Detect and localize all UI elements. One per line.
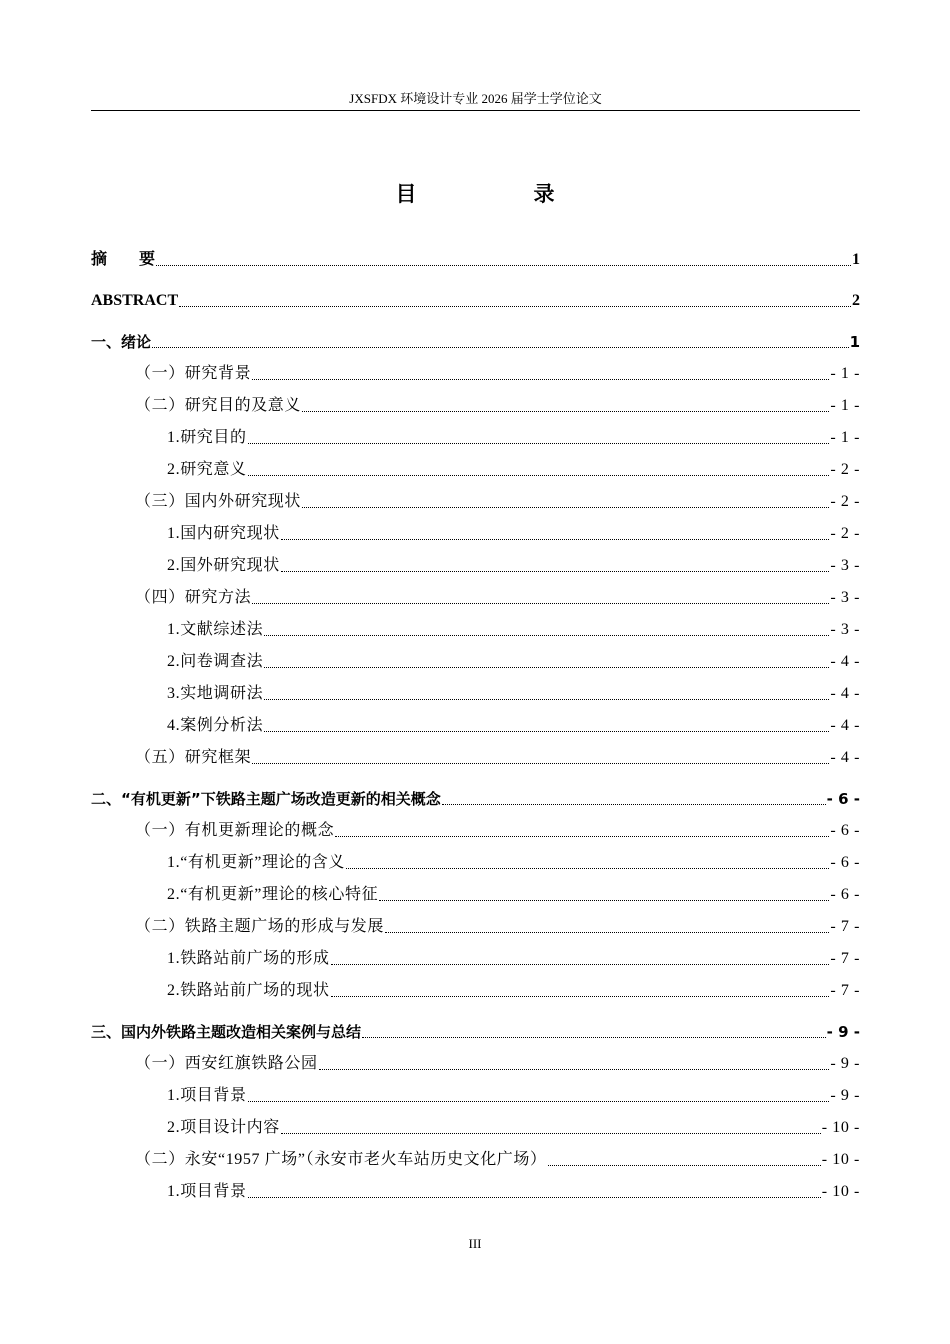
- toc-entry[interactable]: [91, 518, 860, 550]
- toc-entry-label: 2.研究意义: [167, 461, 247, 478]
- toc-entry-label: 2.铁路站前广场的现状: [167, 982, 330, 999]
- toc-entry-page: 1: [852, 251, 860, 268]
- toc-entry-label: （一）研究背景: [135, 365, 252, 382]
- toc-entry-label: 1.项目背景: [167, 1183, 247, 1200]
- toc-leader-dots: [152, 346, 849, 348]
- toc-leader-dots: [281, 570, 830, 572]
- toc-leader-dots: [385, 931, 829, 933]
- toc-entry[interactable]: [91, 911, 860, 943]
- toc-leader-dots: [362, 1036, 826, 1038]
- toc-entry-page: - 3 -: [830, 621, 860, 638]
- toc-entry-page: - 4 -: [830, 749, 860, 766]
- toc-entry[interactable]: [91, 742, 860, 774]
- toc-entry-label: （一）西安红旗铁路公园: [135, 1055, 318, 1072]
- toc-entry-label: 2.国外研究现状: [167, 557, 280, 574]
- toc-leader-dots: [264, 730, 829, 732]
- toc-entry-label: （一）有机更新理论的概念: [135, 822, 335, 839]
- toc-entry[interactable]: [91, 1176, 860, 1208]
- toc-leader-dots: [252, 378, 829, 380]
- table-of-contents: [91, 244, 860, 1208]
- toc-leader-dots: [379, 899, 829, 901]
- toc-entry[interactable]: [91, 1080, 860, 1112]
- toc-entry-page: - 9 -: [826, 1023, 860, 1041]
- toc-entry[interactable]: [91, 550, 860, 582]
- page-number: III: [468, 1236, 482, 1251]
- toc-entry-label: 1.国内研究现状: [167, 525, 280, 542]
- toc-entry[interactable]: [91, 646, 860, 678]
- toc-leader-dots: [281, 1132, 821, 1134]
- toc-leader-dots: [302, 410, 829, 412]
- toc-entry-page: - 6 -: [826, 790, 860, 808]
- toc-leader-dots: [346, 867, 829, 869]
- toc-entry[interactable]: [91, 614, 860, 646]
- toc-entry-page: - 9 -: [830, 1055, 860, 1072]
- toc-leader-dots: [302, 506, 829, 508]
- toc-entry[interactable]: [91, 326, 860, 358]
- toc-leader-dots: [264, 666, 829, 668]
- toc-entry-page: - 10 -: [821, 1151, 860, 1168]
- toc-leader-dots: [331, 963, 830, 965]
- toc-entry-label: 1.研究目的: [167, 429, 247, 446]
- toc-entry-label: 2.“有机更新”理论的核心特征: [167, 886, 379, 903]
- toc-entry-page: - 4 -: [830, 717, 860, 734]
- toc-entry-page: - 3 -: [830, 557, 860, 574]
- toc-leader-dots: [264, 698, 829, 700]
- toc-entry-label: （四）研究方法: [135, 589, 252, 606]
- toc-entry[interactable]: [91, 710, 860, 742]
- toc-leader-dots: [179, 305, 851, 307]
- toc-entry-label: （五）研究框架: [135, 749, 252, 766]
- toc-entry-page: - 2 -: [830, 461, 860, 478]
- toc-entry[interactable]: [91, 486, 860, 518]
- toc-leader-dots: [252, 602, 829, 604]
- toc-entry[interactable]: [91, 943, 860, 975]
- toc-entry-page: - 7 -: [830, 950, 860, 967]
- toc-entry[interactable]: [91, 422, 860, 454]
- toc-leader-dots: [248, 1196, 821, 1198]
- toc-entry-label: 3.实地调研法: [167, 685, 264, 702]
- toc-entry[interactable]: [91, 847, 860, 879]
- toc-entry-page: - 4 -: [830, 685, 860, 702]
- toc-entry[interactable]: [91, 454, 860, 486]
- toc-entry-label: 一、绪论: [91, 333, 152, 351]
- toc-entry-page: - 6 -: [830, 854, 860, 871]
- toc-entry-page: - 2 -: [830, 493, 860, 510]
- toc-leader-dots: [442, 803, 826, 805]
- toc-entry-label: 1.项目背景: [167, 1087, 247, 1104]
- toc-entry-label: （二）铁路主题广场的形成与发展: [135, 918, 385, 935]
- toc-leader-dots: [281, 538, 830, 540]
- toc-entry[interactable]: [91, 244, 860, 276]
- toc-entry-page: - 10 -: [821, 1119, 860, 1136]
- toc-leader-dots: [248, 442, 830, 444]
- toc-entry-page: - 4 -: [830, 653, 860, 670]
- toc-entry-page: 1: [849, 333, 860, 351]
- toc-entry[interactable]: [91, 975, 860, 1007]
- toc-entry-page: - 6 -: [830, 822, 860, 839]
- toc-entry-page: - 1 -: [830, 429, 860, 446]
- toc-entry-page: - 3 -: [830, 589, 860, 606]
- toc-entry-page: 2: [852, 292, 860, 309]
- toc-entry-label: 2.项目设计内容: [167, 1119, 280, 1136]
- toc-entry-label: ABSTRACT: [91, 292, 179, 309]
- toc-entry-label: 三、国内外铁路主题改造相关案例与总结: [91, 1023, 362, 1041]
- toc-entry-page: - 7 -: [830, 982, 860, 999]
- toc-entry[interactable]: [91, 358, 860, 390]
- toc-entry[interactable]: [91, 1112, 860, 1144]
- toc-leader-dots: [319, 1068, 830, 1070]
- toc-entry-page: - 1 -: [830, 365, 860, 382]
- toc-entry-label: 1.铁路站前广场的形成: [167, 950, 330, 967]
- toc-leader-dots: [264, 634, 829, 636]
- toc-entry-page: - 1 -: [830, 397, 860, 414]
- toc-entry[interactable]: [91, 390, 860, 422]
- toc-entry[interactable]: [91, 1144, 860, 1176]
- toc-entry-label: （三）国内外研究现状: [135, 493, 302, 510]
- toc-entry[interactable]: [91, 879, 860, 911]
- toc-entry[interactable]: [91, 783, 860, 815]
- toc-entry-label: 1.“有机更新”理论的含义: [167, 854, 346, 871]
- toc-entry[interactable]: [91, 815, 860, 847]
- toc-leader-dots: [252, 762, 829, 764]
- toc-entry-label: 二、“有机更新”下铁路主题广场改造更新的相关概念: [91, 790, 441, 808]
- toc-entry-page: - 10 -: [821, 1183, 860, 1200]
- toc-entry[interactable]: [91, 285, 860, 317]
- toc-entry-label: （二）研究目的及意义: [135, 397, 302, 414]
- toc-entry-label: （二）永安“1957 广场”（永安市老火车站历史文化广场）: [135, 1151, 547, 1168]
- toc-entry-page: - 2 -: [830, 525, 860, 542]
- page-header: JXSFDX 环境设计专业 2026 届学士学位论文: [91, 90, 860, 111]
- toc-leader-dots: [335, 835, 829, 837]
- toc-leader-dots: [331, 995, 830, 997]
- toc-leader-dots: [248, 1100, 830, 1102]
- toc-entry-label: 1.文献综述法: [167, 621, 264, 638]
- toc-entry-page: - 6 -: [830, 886, 860, 903]
- toc-entry[interactable]: [91, 678, 860, 710]
- toc-entry-label: 摘 要: [91, 251, 156, 268]
- toc-leader-dots: [548, 1164, 821, 1166]
- toc-entry[interactable]: [91, 1016, 860, 1048]
- toc-entry-label: 4.案例分析法: [167, 717, 264, 734]
- toc-leader-dots: [156, 264, 851, 266]
- toc-entry-page: - 7 -: [830, 918, 860, 935]
- toc-entry[interactable]: [91, 1048, 860, 1080]
- toc-entry-page: - 9 -: [830, 1087, 860, 1104]
- toc-entry-label: 2.问卷调查法: [167, 653, 264, 670]
- toc-title: 目 录: [395, 182, 603, 206]
- toc-leader-dots: [248, 474, 830, 476]
- toc-entry[interactable]: [91, 582, 860, 614]
